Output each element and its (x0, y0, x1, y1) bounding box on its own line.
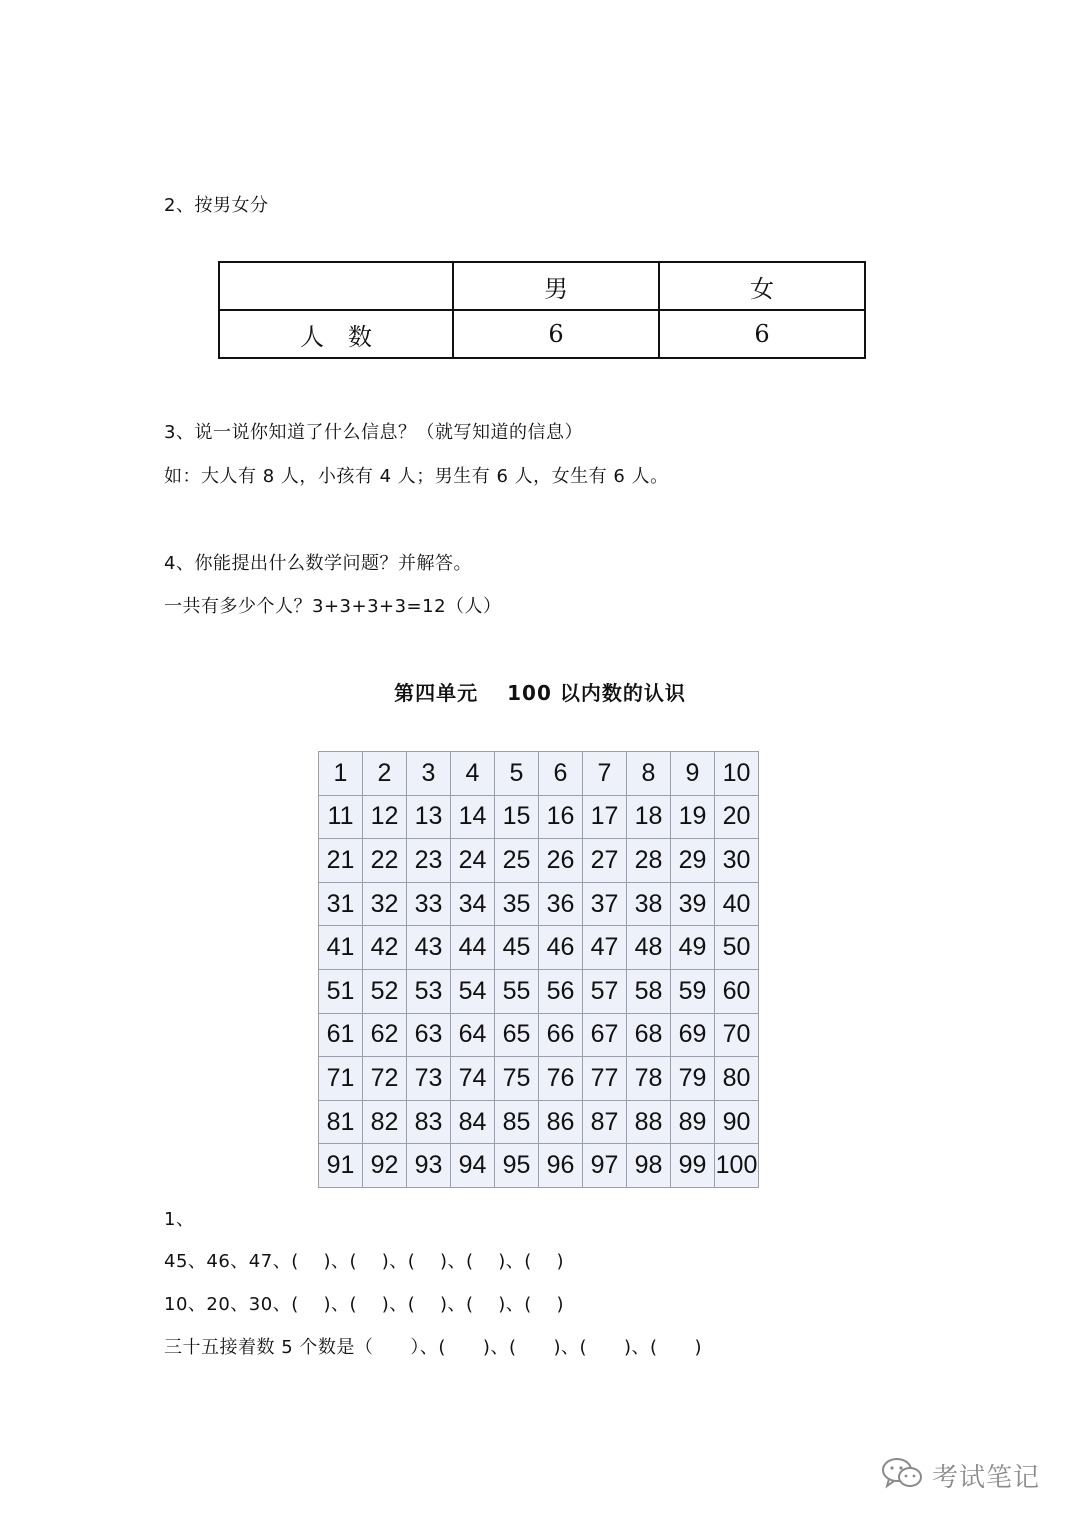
grid-row (319, 795, 759, 839)
grid-cell: 16 (539, 795, 583, 839)
q4-heading: 4、你能提出什么数学问题？并解答。 (164, 553, 472, 574)
grid-cell: 44 (451, 926, 495, 970)
grid-cell: 52 (363, 969, 407, 1013)
grid-cell: 67 (583, 1013, 627, 1057)
grid-cell: 33 (407, 882, 451, 926)
grid-cell: 41 (319, 926, 363, 970)
grid-cell: 92 (363, 1144, 407, 1188)
grid-cell: 38 (627, 882, 671, 926)
grid-cell: 57 (583, 969, 627, 1013)
grid-cell: 61 (319, 1013, 363, 1057)
grid-cell: 24 (451, 839, 495, 883)
grid-cell: 42 (363, 926, 407, 970)
grid-cell: 51 (319, 969, 363, 1013)
grid-cell: 55 (495, 969, 539, 1013)
grid-cell: 5 (495, 752, 539, 796)
grid-cell: 1 (319, 752, 363, 796)
grid-cell: 20 (715, 795, 759, 839)
ex1-line-1: 45、46、47、( )、( )、( )、( )、( ) (164, 1251, 565, 1272)
grid-cell: 86 (539, 1100, 583, 1144)
grid-cell: 19 (671, 795, 715, 839)
grid-cell: 53 (407, 969, 451, 1013)
grid-cell: 75 (495, 1057, 539, 1101)
grid-cell: 37 (583, 882, 627, 926)
grid-cell: 3 (407, 752, 451, 796)
grid-cell: 68 (627, 1013, 671, 1057)
grid-row (319, 1057, 759, 1101)
grid-cell: 78 (627, 1057, 671, 1101)
grid-cell: 30 (715, 839, 759, 883)
ex1-heading: 1、 (164, 1209, 195, 1230)
grid-cell: 90 (715, 1100, 759, 1144)
grid-cell: 76 (539, 1057, 583, 1101)
grid-cell: 45 (495, 926, 539, 970)
q3-answer: 如：大人有 8 人，小孩有 4 人；男生有 6 人，女生有 6 人。 (164, 466, 669, 487)
grid-cell: 73 (407, 1057, 451, 1101)
grid-cell: 15 (495, 795, 539, 839)
grid-cell: 59 (671, 969, 715, 1013)
unit-title: 第四单元 100 以内数的认识 (394, 681, 686, 705)
q2-heading: 2、按男女分 (164, 195, 269, 216)
hundred-chart (318, 751, 759, 1188)
grid-cell: 12 (363, 795, 407, 839)
grid-cell: 99 (671, 1144, 715, 1188)
grid-cell: 13 (407, 795, 451, 839)
watermark-text: 考试笔记 (932, 1462, 1041, 1493)
grid-cell: 88 (627, 1100, 671, 1144)
grid-cell: 84 (451, 1100, 495, 1144)
grid-cell: 56 (539, 969, 583, 1013)
grid-cell: 10 (715, 752, 759, 796)
grid-cell: 18 (627, 795, 671, 839)
grid-row (319, 752, 759, 796)
grid-cell: 4 (451, 752, 495, 796)
grid-cell: 89 (671, 1100, 715, 1144)
grid-cell: 72 (363, 1057, 407, 1101)
grid-cell: 2 (363, 752, 407, 796)
grid-cell: 9 (671, 752, 715, 796)
table-header-female: 女 (659, 262, 865, 310)
grid-cell: 81 (319, 1100, 363, 1144)
grid-cell: 60 (715, 969, 759, 1013)
grid-cell: 47 (583, 926, 627, 970)
watermark (880, 1455, 1040, 1495)
grid-cell: 79 (671, 1057, 715, 1101)
grid-cell: 93 (407, 1144, 451, 1188)
grid-cell: 46 (539, 926, 583, 970)
grid-cell: 6 (539, 752, 583, 796)
grid-row (319, 1100, 759, 1144)
grid-cell: 50 (715, 926, 759, 970)
grid-cell: 48 (627, 926, 671, 970)
grid-cell: 69 (671, 1013, 715, 1057)
grid-cell: 71 (319, 1057, 363, 1101)
grid-cell: 26 (539, 839, 583, 883)
table-cell (219, 262, 453, 310)
grid-cell: 32 (363, 882, 407, 926)
grid-row (319, 882, 759, 926)
grid-cell: 94 (451, 1144, 495, 1188)
grid-cell: 58 (627, 969, 671, 1013)
table-row (219, 310, 865, 358)
grid-cell: 49 (671, 926, 715, 970)
grid-cell: 17 (583, 795, 627, 839)
ex1-line-3: 三十五接着数 5 个数是（ ）、( )、( )、( )、( ) (164, 1337, 703, 1358)
grid-cell: 54 (451, 969, 495, 1013)
grid-cell: 98 (627, 1144, 671, 1188)
grid-cell: 27 (583, 839, 627, 883)
grid-cell: 66 (539, 1013, 583, 1057)
grid-cell: 100 (715, 1144, 759, 1188)
grid-cell: 87 (583, 1100, 627, 1144)
grid-cell: 21 (319, 839, 363, 883)
grid-cell: 82 (363, 1100, 407, 1144)
grid-cell: 35 (495, 882, 539, 926)
q4-answer: 一共有多少个人？3+3+3+3=12（人） (164, 596, 502, 617)
grid-cell: 96 (539, 1144, 583, 1188)
ex1-line-2: 10、20、30、( )、( )、( )、( )、( ) (164, 1294, 565, 1315)
grid-cell: 29 (671, 839, 715, 883)
grid-cell: 11 (319, 795, 363, 839)
grid-cell: 80 (715, 1057, 759, 1101)
grid-cell: 25 (495, 839, 539, 883)
grid-cell: 74 (451, 1057, 495, 1101)
grid-cell: 97 (583, 1144, 627, 1188)
grid-row (319, 1144, 759, 1188)
grid-cell: 23 (407, 839, 451, 883)
gender-table (218, 261, 866, 359)
table-row-label: 人 数 (219, 310, 453, 358)
grid-cell: 7 (583, 752, 627, 796)
grid-cell: 70 (715, 1013, 759, 1057)
table-header-male: 男 (453, 262, 659, 310)
grid-cell: 39 (671, 882, 715, 926)
grid-cell: 63 (407, 1013, 451, 1057)
grid-cell: 31 (319, 882, 363, 926)
grid-cell: 95 (495, 1144, 539, 1188)
grid-row (319, 926, 759, 970)
grid-cell: 65 (495, 1013, 539, 1057)
table-row (219, 262, 865, 310)
grid-cell: 40 (715, 882, 759, 926)
grid-cell: 64 (451, 1013, 495, 1057)
wechat-icon (880, 1455, 924, 1495)
grid-cell: 36 (539, 882, 583, 926)
grid-cell: 43 (407, 926, 451, 970)
grid-cell: 91 (319, 1144, 363, 1188)
table-cell-male-count: 6 (453, 310, 659, 358)
grid-cell: 77 (583, 1057, 627, 1101)
grid-cell: 62 (363, 1013, 407, 1057)
table-cell-female-count: 6 (659, 310, 865, 358)
grid-row (319, 839, 759, 883)
grid-row (319, 1013, 759, 1057)
grid-cell: 34 (451, 882, 495, 926)
grid-row (319, 969, 759, 1013)
grid-cell: 14 (451, 795, 495, 839)
q3-heading: 3、说一说你知道了什么信息？（就写知道的信息） (164, 422, 583, 443)
grid-cell: 22 (363, 839, 407, 883)
grid-cell: 85 (495, 1100, 539, 1144)
grid-cell: 8 (627, 752, 671, 796)
grid-cell: 28 (627, 839, 671, 883)
grid-cell: 83 (407, 1100, 451, 1144)
